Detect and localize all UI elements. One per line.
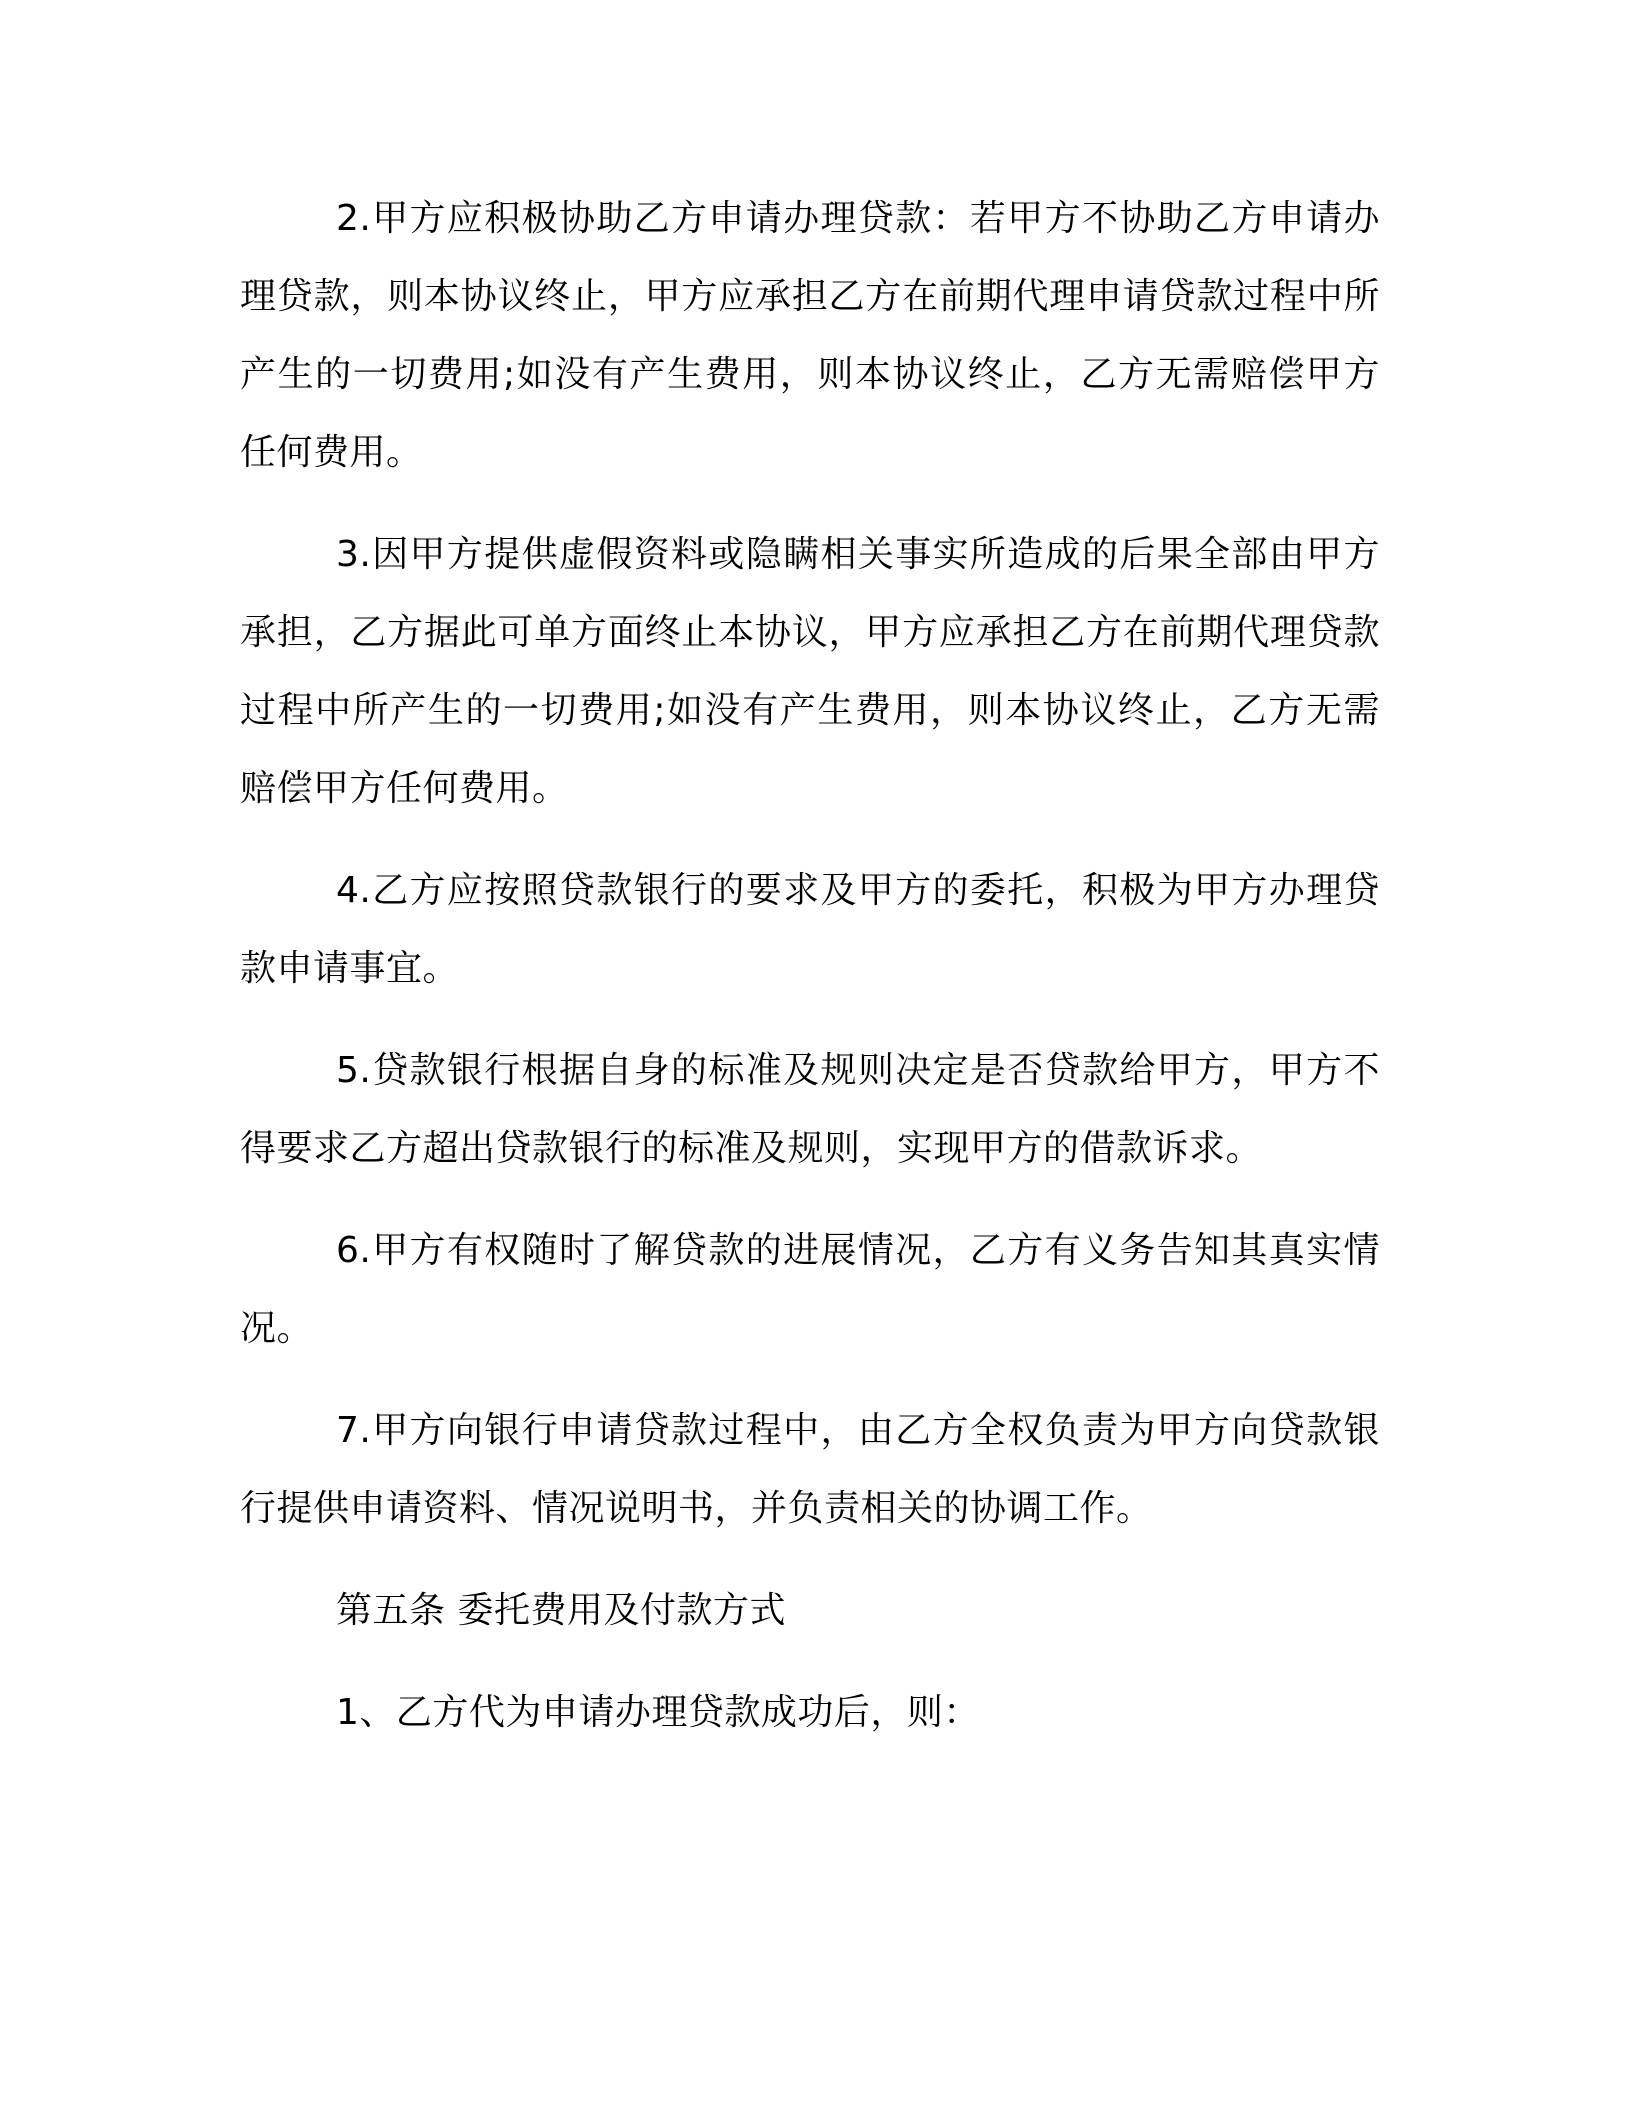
clause-2-paragraph: 2.甲方应积极协助乙方申请办理贷款：若甲方不协助乙方申请办理贷款，则本协议终止，甲方应承担乙方在前期代理申请贷款过程中所产生的一切费用;如没有产生费用，则本协议终止，乙方无需赔偿甲方任何费用。 bbox=[240, 198, 1380, 473]
payment-item-1: 1、乙方代为申请办理贷款成功后，则： bbox=[336, 1692, 980, 1733]
clause-4-paragraph: 4.乙方应按照贷款银行的要求及甲方的委托，积极为甲方办理贷款申请事宜。 bbox=[240, 870, 1380, 989]
document-body bbox=[240, 180, 1380, 1776]
section-heading: 第五条 委托费用及付款方式 bbox=[336, 1590, 786, 1631]
clause-5-paragraph: 5.贷款银行根据自身的标准及规则决定是否贷款给甲方，甲方不得要求乙方超出贷款银行的标准及规则，实现甲方的借款诉求。 bbox=[240, 1050, 1380, 1169]
clause-3-paragraph: 3.因甲方提供虚假资料或隐瞒相关事实所造成的后果全部由甲方承担，乙方据此可单方面终止本协议，甲方应承担乙方在前期代理贷款过程中所产生的一切费用;如没有产生费用，则本协议终止，乙方无需赔偿甲方任何费用。 bbox=[240, 534, 1380, 809]
clause-7-paragraph: 7.甲方向银行申请贷款过程中，由乙方全权负责为甲方向贷款银行提供申请资料、情况说明书，并负责相关的协调工作。 bbox=[240, 1410, 1380, 1529]
clause-6-paragraph: 6.甲方有权随时了解贷款的进展情况，乙方有义务告知其真实情况。 bbox=[240, 1230, 1380, 1349]
